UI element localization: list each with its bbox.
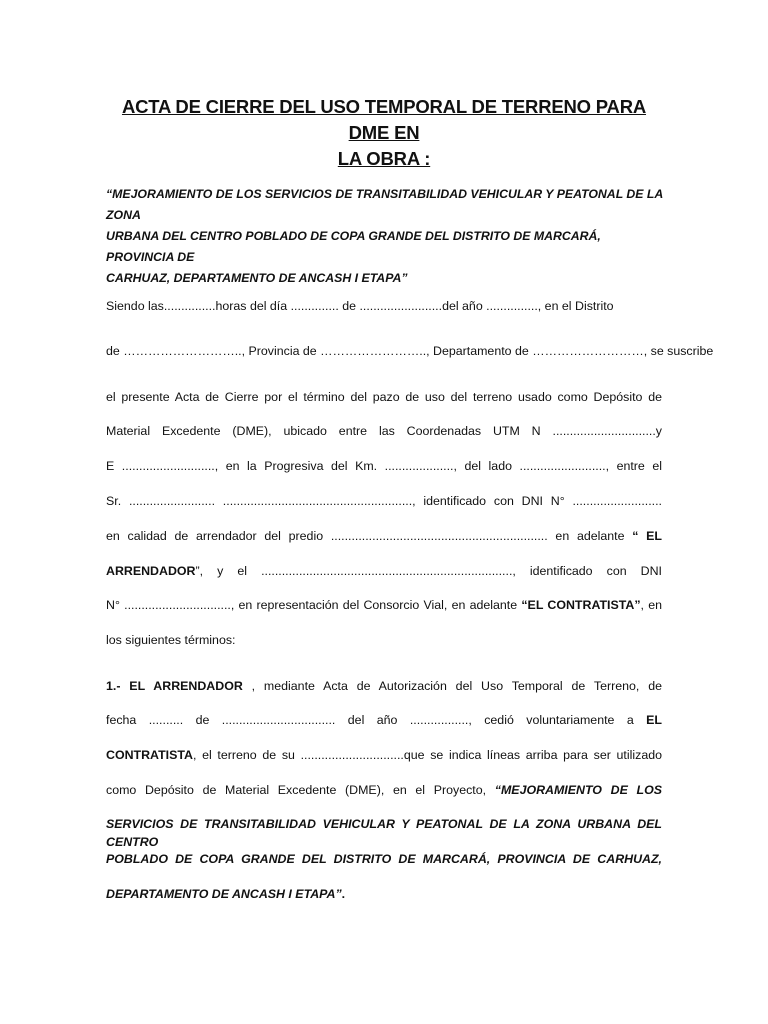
- paragraph-line: [106, 885, 662, 903]
- line-bold-italic-text: “MEJORAMIENTO DE LOS: [494, 783, 663, 797]
- line-bold-text: EL: [646, 713, 662, 727]
- line-bold-text: “EL CONTRATISTA”: [521, 598, 641, 612]
- paragraph-line: [106, 746, 662, 764]
- line-text: N° ..............................., en representación del Consorcio Vial, en adelante: [106, 598, 522, 612]
- paragraph-line: [106, 677, 662, 695]
- project-line-1: “MEJORAMIENTO DE LOS SERVICIOS DE TRANSITABILIDAD VEHICULAR Y PEATONAL DE LA ZONA: [106, 187, 663, 222]
- paragraph-line: [106, 527, 662, 545]
- line-text: fecha .......... de ................................. del año ................., cedió voluntariamente a: [106, 713, 647, 727]
- document-title: [100, 94, 668, 172]
- paragraph-line: de ……………………….., Provincia de …………………….., Departamento de ………………………, se suscribe: [106, 344, 714, 358]
- line-bold-text: “ EL: [632, 529, 662, 543]
- paragraph-line: el presente Acta de Cierre por el término del pazo de uso del terreno usado como Depósito de: [106, 390, 662, 404]
- line-text: como Depósito de Material Excedente (DME), en el Proyecto,: [106, 783, 495, 797]
- paragraph-line: Siendo las...............horas del día .............. de ........................del año ..............., en el Distrito: [106, 299, 614, 313]
- paragraph-line: Material Excedente (DME), ubicado entre las Coordenadas UTM N ..............................y: [106, 424, 662, 438]
- paragraph-line: E ..........................., en la Progresiva del Km. ...................., del lado ........................., entre el: [106, 459, 662, 473]
- paragraph-line: [106, 711, 662, 729]
- line-bold-text: .: [341, 887, 346, 901]
- paragraph-line: Sr. ......................... ......................................................., identificado con DNI N° ..........................: [106, 494, 662, 508]
- line-bold-italic-text: DEPARTAMENTO DE ANCASH I ETAPA”: [106, 887, 342, 901]
- paragraph-line: SERVICIOS DE TRANSITABILIDAD VEHICULAR Y PEATONAL DE LA ZONA URBANA DEL CENTRO: [106, 817, 662, 849]
- line-text: en calidad de arrendador del predio ............................................................... en adelante: [106, 529, 633, 543]
- line-text: , mediante Acta de Autorización del Uso Temporal de Terreno, de: [242, 679, 662, 693]
- project-line-2: URBANA DEL CENTRO POBLADO DE COPA GRANDE DEL DISTRITO DE MARCARÁ, PROVINCIA DE: [106, 229, 601, 264]
- title-line-1: ACTA DE CIERRE DEL USO TEMPORAL DE TERRENO PARA DME EN: [121, 96, 647, 143]
- project-line-3: CARHUAZ, DEPARTAMENTO DE ANCASH I ETAPA”: [106, 271, 408, 285]
- line-bold-text: ARRENDADOR: [106, 564, 196, 578]
- project-name: [106, 184, 666, 289]
- line-bold-text: CONTRATISTA: [106, 748, 193, 762]
- paragraph-line: los siguientes términos:: [106, 633, 236, 647]
- paragraph-line: [106, 562, 662, 580]
- title-line-2: LA OBRA :: [337, 148, 431, 169]
- paragraph-line: [106, 596, 662, 614]
- line-text: , en: [640, 598, 662, 612]
- paragraph-line: POBLADO DE COPA GRANDE DEL DISTRITO DE MARCARÁ, PROVINCIA DE CARHUAZ,: [106, 852, 662, 866]
- paragraph-line: [106, 781, 662, 799]
- line-text: , el terreno de su ..............................que se indica líneas arriba para ser utilizado: [192, 748, 662, 762]
- line-bold-text: 1.- EL ARRENDADOR: [106, 679, 243, 693]
- line-text: ”, y el ........................................................................., identificado con DNI: [195, 564, 662, 578]
